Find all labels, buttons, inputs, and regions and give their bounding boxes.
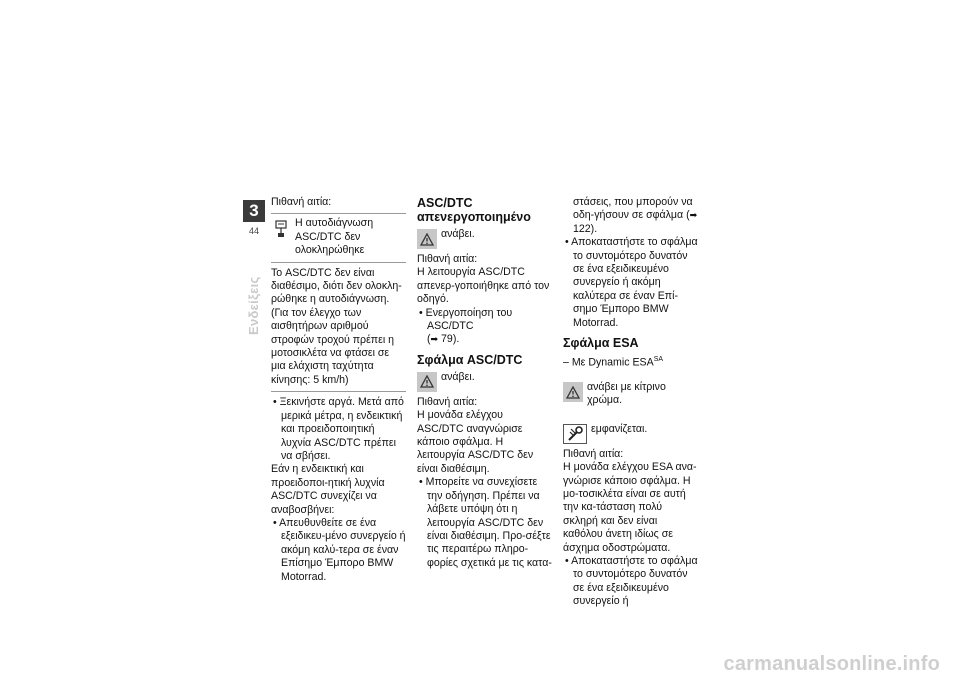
watermark: carmanualsonline.info xyxy=(723,652,940,675)
page-reference-text: 79). xyxy=(441,333,460,346)
continued-text: στάσεις, που μπορούν να οδη-γήσουν σε σφάλμα xyxy=(573,196,693,222)
list-item: • Αποκαταστήστε το σφάλμα το συντομότερο δυνατόν σε ένα εξειδικευμένο συνεργείο ή xyxy=(563,555,698,609)
paragraph: στάσεις, που μπορούν να οδη-γήσουν σε σφάλμα (➡ 122). xyxy=(573,196,698,235)
warning-header-text: Η αυτοδιάγνωση ASC/DTC δεν ολοκληρώθηκε xyxy=(295,217,374,257)
option-text: – Με Dynamic ESA xyxy=(563,356,654,369)
column-1 xyxy=(271,196,406,584)
column-3 xyxy=(563,196,698,609)
cause-label: Πιθανή αιτία: xyxy=(417,395,478,408)
list-item: • Μπορείτε να συνεχίσετε την οδήγηση. Πρέπει να λάβετε υπόψη ότι η λειτουργία ASC/DTC δεν είναι διαθέσιμη. Προ-σέξτε τις περαιτέρω πληρο-φορίες σχετικά με τις κατα- xyxy=(417,476,552,570)
paragraph: Η λειτουργία ASC/DTC απενερ-γοποιήθηκε από τον οδηγό. xyxy=(417,266,550,306)
cause-label: Πιθανή αιτία: xyxy=(271,196,332,208)
page-reference-text: 122). xyxy=(573,222,598,235)
paragraph: Εάν η ενδεικτική και προειδοποι-ητική λυχνία ASC/DTC συνεχίζει να αναβοσβήνει: xyxy=(271,463,385,516)
arrow-right-icon: ➡ xyxy=(689,210,698,221)
paragraph: Η μονάδα ελέγχου ESA ανα-γνώρισε κάποιο σφάλμα. Η μο-τοσικλέτα είναι σε αυτή την κα-τάσταση πολύ σκληρή και δεν είναι καθόλου άνετη ιδίως σε άσχημα οδοστρώματα. xyxy=(563,461,697,554)
section-heading: ASC/DTC απενεργοποιημένο xyxy=(417,196,531,224)
chapter-side-title: Ενδείξεις xyxy=(246,276,261,335)
indicator-row xyxy=(417,227,552,249)
suspension-spanner-icon xyxy=(563,424,587,444)
page-number: 44 xyxy=(248,226,259,236)
page-reference: (➡ 79). xyxy=(427,333,460,346)
cause-label: Πιθανή αιτία: xyxy=(417,253,478,265)
warning-header xyxy=(271,214,406,262)
warning-triangle-icon xyxy=(563,382,583,402)
indicator-text: εμφανίζεται. xyxy=(591,422,648,435)
section-heading: Σφάλμα ASC/DTC xyxy=(417,352,523,367)
indicator-text: ανάβει με κίτρινο χρώμα. xyxy=(587,381,666,407)
indicator-row xyxy=(417,370,552,392)
tyre-sensor-icon xyxy=(271,219,291,239)
warning-box xyxy=(271,213,406,392)
list-item: • Απευθυνθείτε σε ένα εξειδικευ-μένο συνεργείο ή ακόμη καλύ-τερα σε έναν Επίσημο Έμπορο BMW Motorrad. xyxy=(271,517,406,584)
list-item: • Αποκαταστήστε το σφάλμα το συντομότερο δυνατόν σε ένα εξειδικευμένο συνεργείο ή ακόμη καλύτερα σε έναν Επί-σημο Έμπορο BMW Motorrad. xyxy=(563,236,698,330)
section-heading: Σφάλμα ESA xyxy=(563,336,639,351)
chapter-number-badge: 3 xyxy=(243,200,265,222)
indicator-row xyxy=(563,422,698,444)
warning-triangle-icon xyxy=(417,372,437,392)
indicator-row xyxy=(563,380,698,408)
list-item: • Ξεκινήστε αργά. Μετά από μερικά μέτρα, η ενδεικτική και προειδοποιητική λυχνία ASC/DTC πρέπει να σβήσει. xyxy=(271,396,406,463)
warning-body: Το ASC/DTC δεν είναι διαθέσιμο, διότι δεν ολοκλη-ρώθηκε η αυτοδιάγνωση. (Για τον έλεγχο των αισθητήρων αριθμού στροφών τροχού πρέπει η μοτοσικλέτα να φτάσει σε μια ελάχιστη ταχύτητα κίνησης: 5 km/h) xyxy=(271,266,402,386)
indicator-text: ανάβει. xyxy=(441,370,475,383)
paragraph: Η μονάδα ελέγχου ASC/DTC αναγνώρισε κάποιο σφάλμα. Η λειτουργία ASC/DTC δεν είναι διαθέσιμη. xyxy=(417,409,534,475)
indicator-text: ανάβει. xyxy=(441,228,475,240)
column-2 xyxy=(417,196,552,570)
list-item: • Ενεργοποίηση του ASC/DTC xyxy=(417,307,552,334)
option-superscript: SA xyxy=(653,356,664,364)
warning-triangle-icon xyxy=(417,229,437,249)
option-line xyxy=(563,353,698,370)
arrow-right-icon: ➡ xyxy=(430,334,439,345)
cause-label: Πιθανή αιτία: xyxy=(563,447,624,460)
